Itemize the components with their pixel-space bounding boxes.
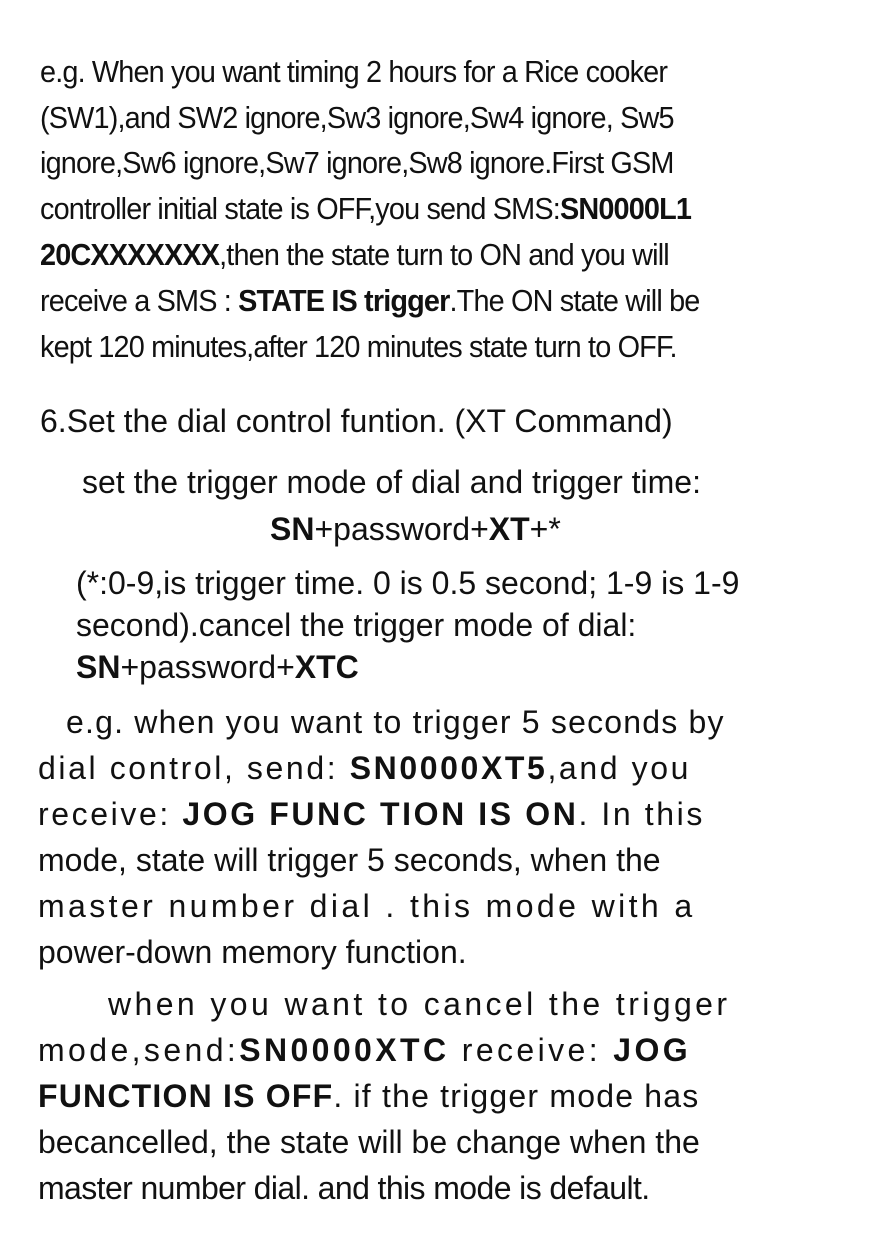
sms-command: SN0000XTC	[239, 1032, 450, 1068]
text-line	[38, 748, 691, 788]
command-code: XTC	[294, 649, 359, 685]
command-part: +*	[529, 511, 561, 547]
command-code: XT	[488, 511, 530, 547]
text-segment: dial control, send:	[38, 750, 350, 786]
text-line	[40, 281, 700, 321]
command-prefix: SN	[76, 649, 121, 685]
sms-reply: JOG	[613, 1032, 692, 1068]
sms-reply: FUNCTION IS OFF	[38, 1078, 334, 1114]
sms-command: SN0000L1	[559, 191, 692, 226]
text-line: master number dial . this mode with a	[38, 888, 696, 924]
text-line: ignore,Sw6 ignore,Sw7 ignore,Sw8 ignore.First GSM	[40, 145, 674, 180]
text-line	[38, 1030, 691, 1070]
text-line: mode, state will trigger 5 seconds, when the	[38, 842, 661, 878]
text-line	[38, 794, 705, 834]
text-segment: receive:	[38, 796, 183, 832]
cancel-command-syntax	[76, 647, 359, 687]
command-intro: set the trigger mode of dial and trigger time:	[82, 464, 701, 500]
text-line	[40, 235, 669, 275]
text-segment: ,then the state turn to ON and you will	[219, 237, 669, 272]
text-segment: ,and you	[547, 750, 692, 786]
section-heading: 6.Set the dial control funtion. (XT Command)	[40, 403, 673, 439]
command-part: +password+	[314, 511, 489, 547]
command-prefix: SN	[270, 511, 315, 547]
text-line: power-down memory function.	[38, 934, 467, 970]
text-line: (SW1),and SW2 ignore,Sw3 ignore,Sw4 ignore, Sw5	[40, 100, 674, 135]
command-syntax	[270, 509, 561, 549]
text-line: master number dial. and this mode is default.	[38, 1170, 650, 1206]
text-segment: . In this	[578, 796, 705, 832]
text-segment: controller initial state is OFF,you send SMS:	[40, 191, 560, 226]
sms-reply: STATE IS trigger	[238, 283, 450, 318]
text-segment: receive:	[449, 1032, 614, 1068]
text-line	[38, 1076, 699, 1116]
text-segment: mode,send:	[38, 1032, 240, 1068]
text-line: e.g. When you want timing 2 hours for a Rice cooker	[40, 54, 668, 89]
text-line: kept 120 minutes,after 120 minutes state turn to OFF.	[40, 329, 677, 364]
text-segment: receive a SMS :	[40, 283, 239, 318]
text-segment: .The ON state will be	[449, 283, 700, 318]
note-line: second).cancel the trigger mode of dial:	[76, 607, 637, 643]
note-line: (*:0-9,is trigger time. 0 is 0.5 second; 1-9 is 1-9	[76, 565, 740, 601]
text-segment: . if the trigger mode has	[333, 1078, 700, 1114]
sms-reply: JOG FUNC TION IS ON	[182, 796, 579, 832]
text-line	[40, 189, 691, 229]
command-part: +password+	[120, 649, 295, 685]
sms-command: SN0000XT5	[349, 750, 548, 786]
sms-command: 20CXXXXXXX	[40, 237, 220, 272]
text-line: when you want to cancel the trigger	[108, 986, 731, 1022]
text-line: becancelled, the state will be change when the	[38, 1124, 700, 1160]
text-line: e.g. when you want to trigger 5 seconds by	[66, 704, 725, 740]
